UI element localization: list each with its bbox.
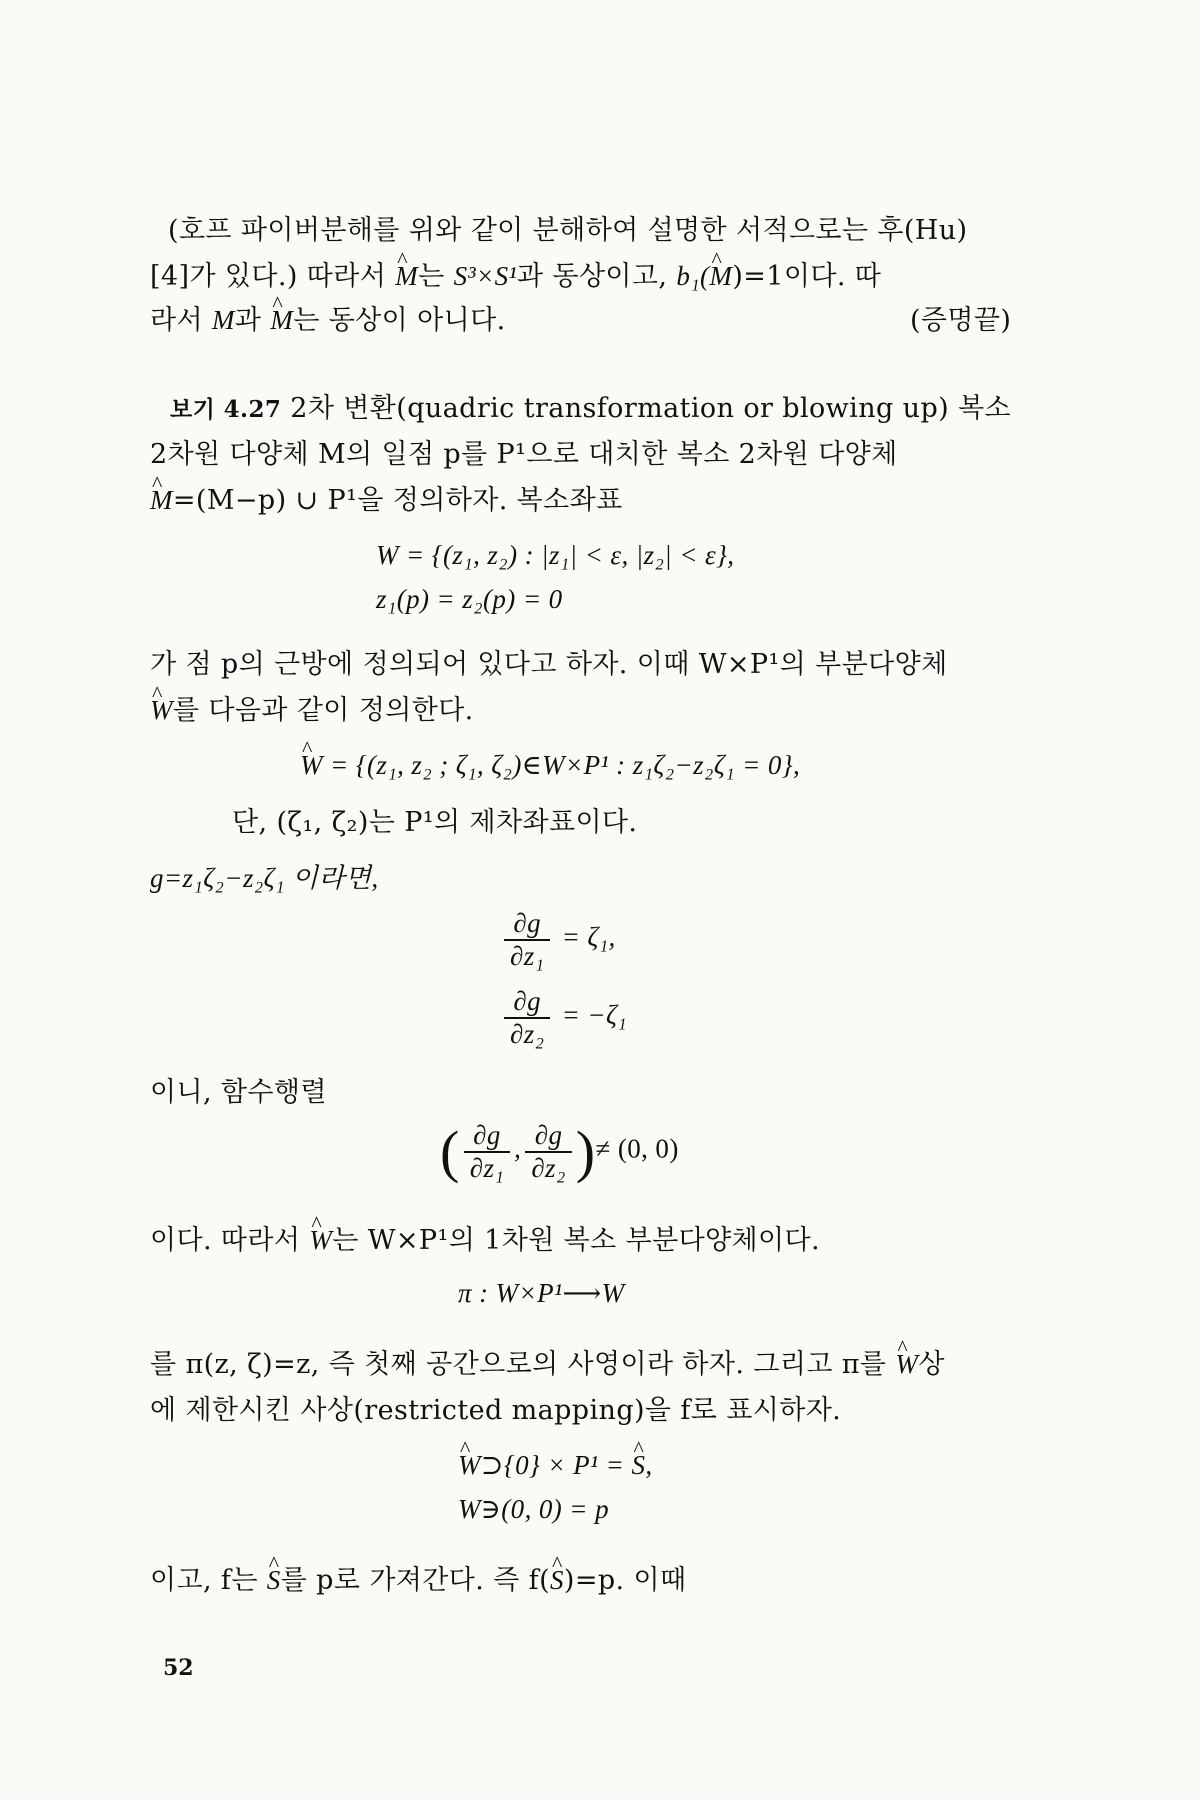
numerator: ∂g xyxy=(464,1120,510,1153)
page-number: 52 xyxy=(163,1655,194,1681)
w-hat-symbol: ^ W xyxy=(150,695,173,726)
equation-w-definition: W = {(z₁, z₂) : |z₁| < ε, |z₂| < ε}, xyxy=(376,540,735,570)
denominator: ∂z₁ xyxy=(469,1152,505,1183)
example-line3 xyxy=(150,478,623,517)
w-hat-symbol: ^ W xyxy=(458,1450,481,1481)
text: 과 xyxy=(234,305,271,336)
w-hat-symbol: ^ W xyxy=(309,1225,332,1256)
paragraph1-line2 xyxy=(150,254,881,293)
text: 는 동상이 아니다. xyxy=(293,305,506,336)
math: S³×S¹ xyxy=(453,261,517,291)
paragraph1-line3 xyxy=(150,298,506,337)
jacobian-expression xyxy=(440,1118,679,1185)
text: )=p. 이때 xyxy=(563,1565,687,1596)
text: 는 W×P¹의 1차원 복소 부분다양체이다. xyxy=(332,1225,820,1256)
paragraph6-line1 xyxy=(150,1342,945,1381)
example-label: 보기 4.27 xyxy=(170,396,282,423)
w-hat-symbol: ^ W xyxy=(895,1349,918,1380)
denominator: ∂z₂ xyxy=(531,1152,566,1183)
denominator: ∂z₂ xyxy=(510,1019,545,1049)
equation-w-origin: W∋(0, 0) = p xyxy=(458,1494,609,1524)
text: 이고, f는 xyxy=(150,1565,267,1596)
partial-derivative-z2 xyxy=(500,986,627,1050)
text: 과 동상이고, xyxy=(517,261,677,292)
text: [4]가 있다.) 따라서 xyxy=(150,261,396,292)
text: 라서 xyxy=(150,305,212,336)
paragraph2-line2 xyxy=(150,688,474,727)
fraction xyxy=(464,1120,510,1184)
m-hat-symbol: ^ M xyxy=(709,261,732,292)
paragraph7 xyxy=(150,1558,686,1597)
paragraph6-line2: 에 제한시킨 사상(restricted mapping)을 f로 표시하자. xyxy=(150,1395,842,1426)
right-paren: ) xyxy=(575,1119,596,1184)
paragraph4: 이니, 함수행렬 xyxy=(150,1077,327,1108)
text: )=1이다. 따 xyxy=(732,261,882,292)
fraction xyxy=(525,1120,571,1184)
numerator: ∂g xyxy=(525,1120,571,1153)
s-hat-symbol: ^ S xyxy=(550,1565,564,1596)
text: 를 π(z, ζ)=z, 즉 첫째 공간으로의 사영이라 하자. 그리고 π를 xyxy=(150,1349,896,1380)
qed-mark: (증명끝) xyxy=(910,305,1012,336)
paragraph3: g=z₁ζ₂−z₂ζ₁ 이라면, xyxy=(150,863,379,893)
comma: , xyxy=(514,1133,522,1164)
equation-z-p: z₁(p) = z₂(p) = 0 xyxy=(376,584,563,614)
fraction xyxy=(504,986,550,1050)
m-hat-symbol: ^ M xyxy=(395,261,418,292)
text: 상 xyxy=(918,1349,945,1380)
projection-map: π : W×P¹⟶W xyxy=(458,1278,625,1308)
rhs: ≠ (0, 0) xyxy=(595,1133,679,1164)
paragraph1-line1: (호프 파이버분해를 위와 같이 분해하여 설명한 서적으로는 후(Hu) xyxy=(168,215,968,246)
partial-derivative-z1 xyxy=(500,908,616,972)
w-hat-symbol: ^ W xyxy=(300,750,323,781)
left-paren: ( xyxy=(440,1119,460,1184)
text: =(M−p) ∪ P¹을 정의하자. 복소좌표 xyxy=(172,485,623,516)
text: 이다. 따라서 xyxy=(150,1225,310,1256)
text: 를 다음과 같이 정의한다. xyxy=(172,695,474,726)
numerator: ∂g xyxy=(504,986,550,1019)
homogeneous-coordinates-note: 단, (ζ₁, ζ₂)는 P¹의 제차좌표이다. xyxy=(232,807,638,838)
math: ⊃{0} × P¹ = xyxy=(480,1450,632,1480)
example-line2: 2차원 다양체 M의 일점 p를 P¹으로 대치한 복소 2차원 다양체 xyxy=(150,439,898,470)
rhs: = ζ₁, xyxy=(561,922,616,953)
numerator: ∂g xyxy=(504,908,550,941)
m-hat-symbol: ^ M xyxy=(270,305,293,336)
denominator: ∂z₁ xyxy=(510,941,545,971)
s-hat-symbol: ^ S xyxy=(267,1565,281,1596)
m-hat-symbol: ^ M xyxy=(150,485,173,516)
math: b₁( xyxy=(676,261,710,291)
equation-w-hat-definition xyxy=(300,750,800,781)
math: M xyxy=(211,305,235,335)
s-hat-symbol: ^ S xyxy=(631,1450,645,1481)
text: 2차 변환(quadric transformation or blowing up) 복소 xyxy=(290,393,1012,424)
rhs: = −ζ₁ xyxy=(561,1000,628,1031)
text: 를 p로 가져간다. 즉 f( xyxy=(280,1565,550,1596)
fraction xyxy=(504,908,550,972)
math: = {(z₁, z₂ ; ζ₁, ζ₂)∈W×P¹ : z₁ζ₂−z₂ζ₁ = 0}, xyxy=(322,750,801,780)
paragraph2-line1: 가 점 p의 근방에 정의되어 있다고 하자. 이때 W×P¹의 부분다양체 xyxy=(150,649,948,680)
paragraph5 xyxy=(150,1218,820,1257)
text: 는 xyxy=(418,261,454,292)
example-line1 xyxy=(170,386,1011,425)
math: , xyxy=(645,1450,653,1480)
equation-s-hat xyxy=(458,1450,653,1481)
